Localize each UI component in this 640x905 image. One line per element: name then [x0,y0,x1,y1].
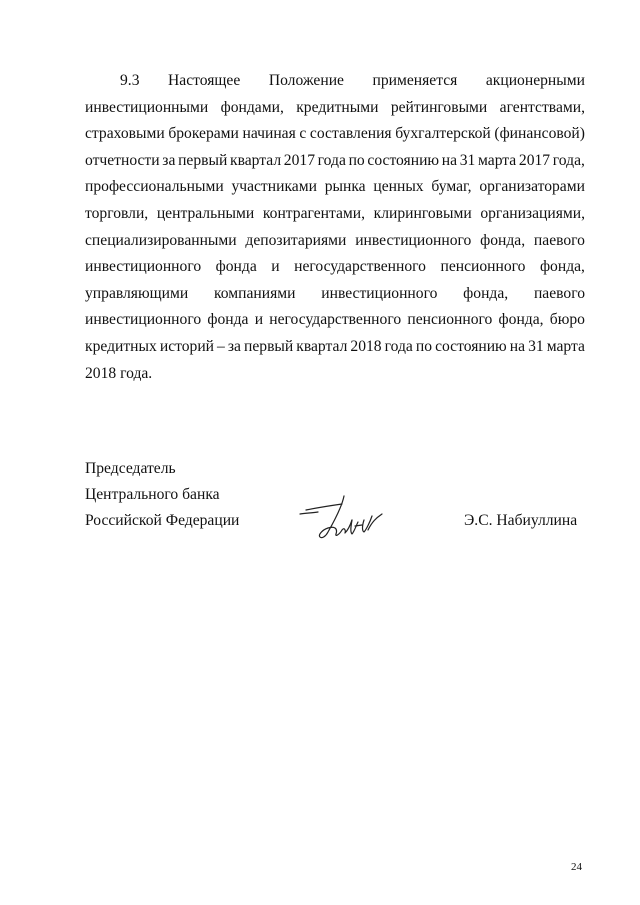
word: 2018 [350,337,382,355]
word: по [348,151,365,169]
word: первый [178,151,228,169]
word: инвестиционного [355,231,472,249]
word: фондами, [220,98,284,116]
word: компаниями [213,284,296,302]
word: организаторами [479,178,585,196]
word: депозитариями [245,231,347,249]
clause-line-10 [85,307,585,334]
word: торговли, [85,204,149,222]
word: Положение [268,72,344,89]
word: марта [546,337,585,355]
word: страховыми [85,125,165,143]
clause-line-3 [85,121,585,148]
word: инвестиционного [85,311,202,329]
word: клиринговыми [373,204,472,222]
signature-block [85,456,585,534]
word: 31 [528,337,544,355]
word: кредитными [296,98,379,116]
word: на [441,151,458,169]
word: паевого [533,284,585,302]
word: фонда, [498,311,544,329]
word: фонда, [539,258,585,276]
word: по [415,337,433,355]
word: 31 [459,151,476,169]
word: года [384,337,413,355]
word: квартал [296,337,348,355]
handwritten-signature [292,492,392,544]
word: паевого [533,231,585,249]
word: фонда [207,311,249,329]
clause-line-8 [85,254,585,281]
clause-last-line: 2018 года. [85,364,153,382]
word: и [254,311,264,329]
word: специализированными [85,231,237,249]
word: негосударственного [294,258,426,276]
word: пенсионного [407,311,493,329]
word: состоянию [367,151,440,169]
word: и [271,258,280,276]
word: бюро [549,311,585,329]
word: первый [244,337,294,355]
clause-number: 9.3 [120,72,140,89]
word: ценных [373,178,424,196]
clause-line-1 [85,68,585,95]
word: негосударственного [269,311,402,329]
word: составления [309,125,392,143]
word: бухгалтерской [395,125,491,143]
word: инвестиционного [85,258,202,276]
word: 2017 [518,151,551,169]
word: кредитных [85,337,157,355]
word: отчетности [85,151,160,169]
word: года [317,151,346,169]
word: акционерными [485,72,585,89]
word: 2017 [283,151,315,169]
word: фонда [215,258,257,276]
clause-line-5 [85,174,585,201]
word: бумаг, [431,178,472,196]
signatory-title-line-1: Председатель [85,460,176,477]
clause-9-3 [85,68,585,387]
word: инвестиционного [321,284,438,302]
word: на [509,337,526,355]
word: рынка [324,178,366,196]
word: профессиональными [85,178,224,196]
clause-line-6 [85,201,585,228]
word: Настоящее [168,72,241,89]
word: рейтинговыми [390,98,488,116]
word: инвестиционными [85,98,209,116]
word: применяется [372,72,458,89]
word: (финансовой) [494,125,585,143]
page-number: 24 [571,861,582,873]
word: управляющими [85,284,189,302]
clause-line-11 [85,334,585,361]
signatory-name: Э.С. Набиуллина [464,512,578,529]
word: центральными [156,204,255,222]
word: фонда, [480,231,526,249]
word: марта [478,151,517,169]
word: пенсионного [440,258,526,276]
clause-line-9 [85,281,585,308]
signatory-title-line-3: Российской Федерации [85,512,240,529]
word: – [217,337,225,355]
clause-line-12 [85,361,585,388]
word: организациями, [480,204,585,222]
word: фонда, [463,284,509,302]
signatory-title-line-2: Центрального банка [85,486,220,503]
word: за [162,151,176,169]
word: с [299,125,307,143]
clause-line-2 [85,95,585,122]
word: начиная [242,125,296,143]
word: историй [159,337,215,355]
word: состоянию [435,337,507,355]
clause-line-7 [85,228,585,255]
word: участниками [231,178,317,196]
word: агентствами, [499,98,585,116]
word: квартал [230,151,282,169]
word: за [227,337,241,355]
word: брокерами [168,125,239,143]
word: контрагентами, [262,204,366,222]
word: года, [552,151,585,169]
clause-line-4 [85,148,585,175]
